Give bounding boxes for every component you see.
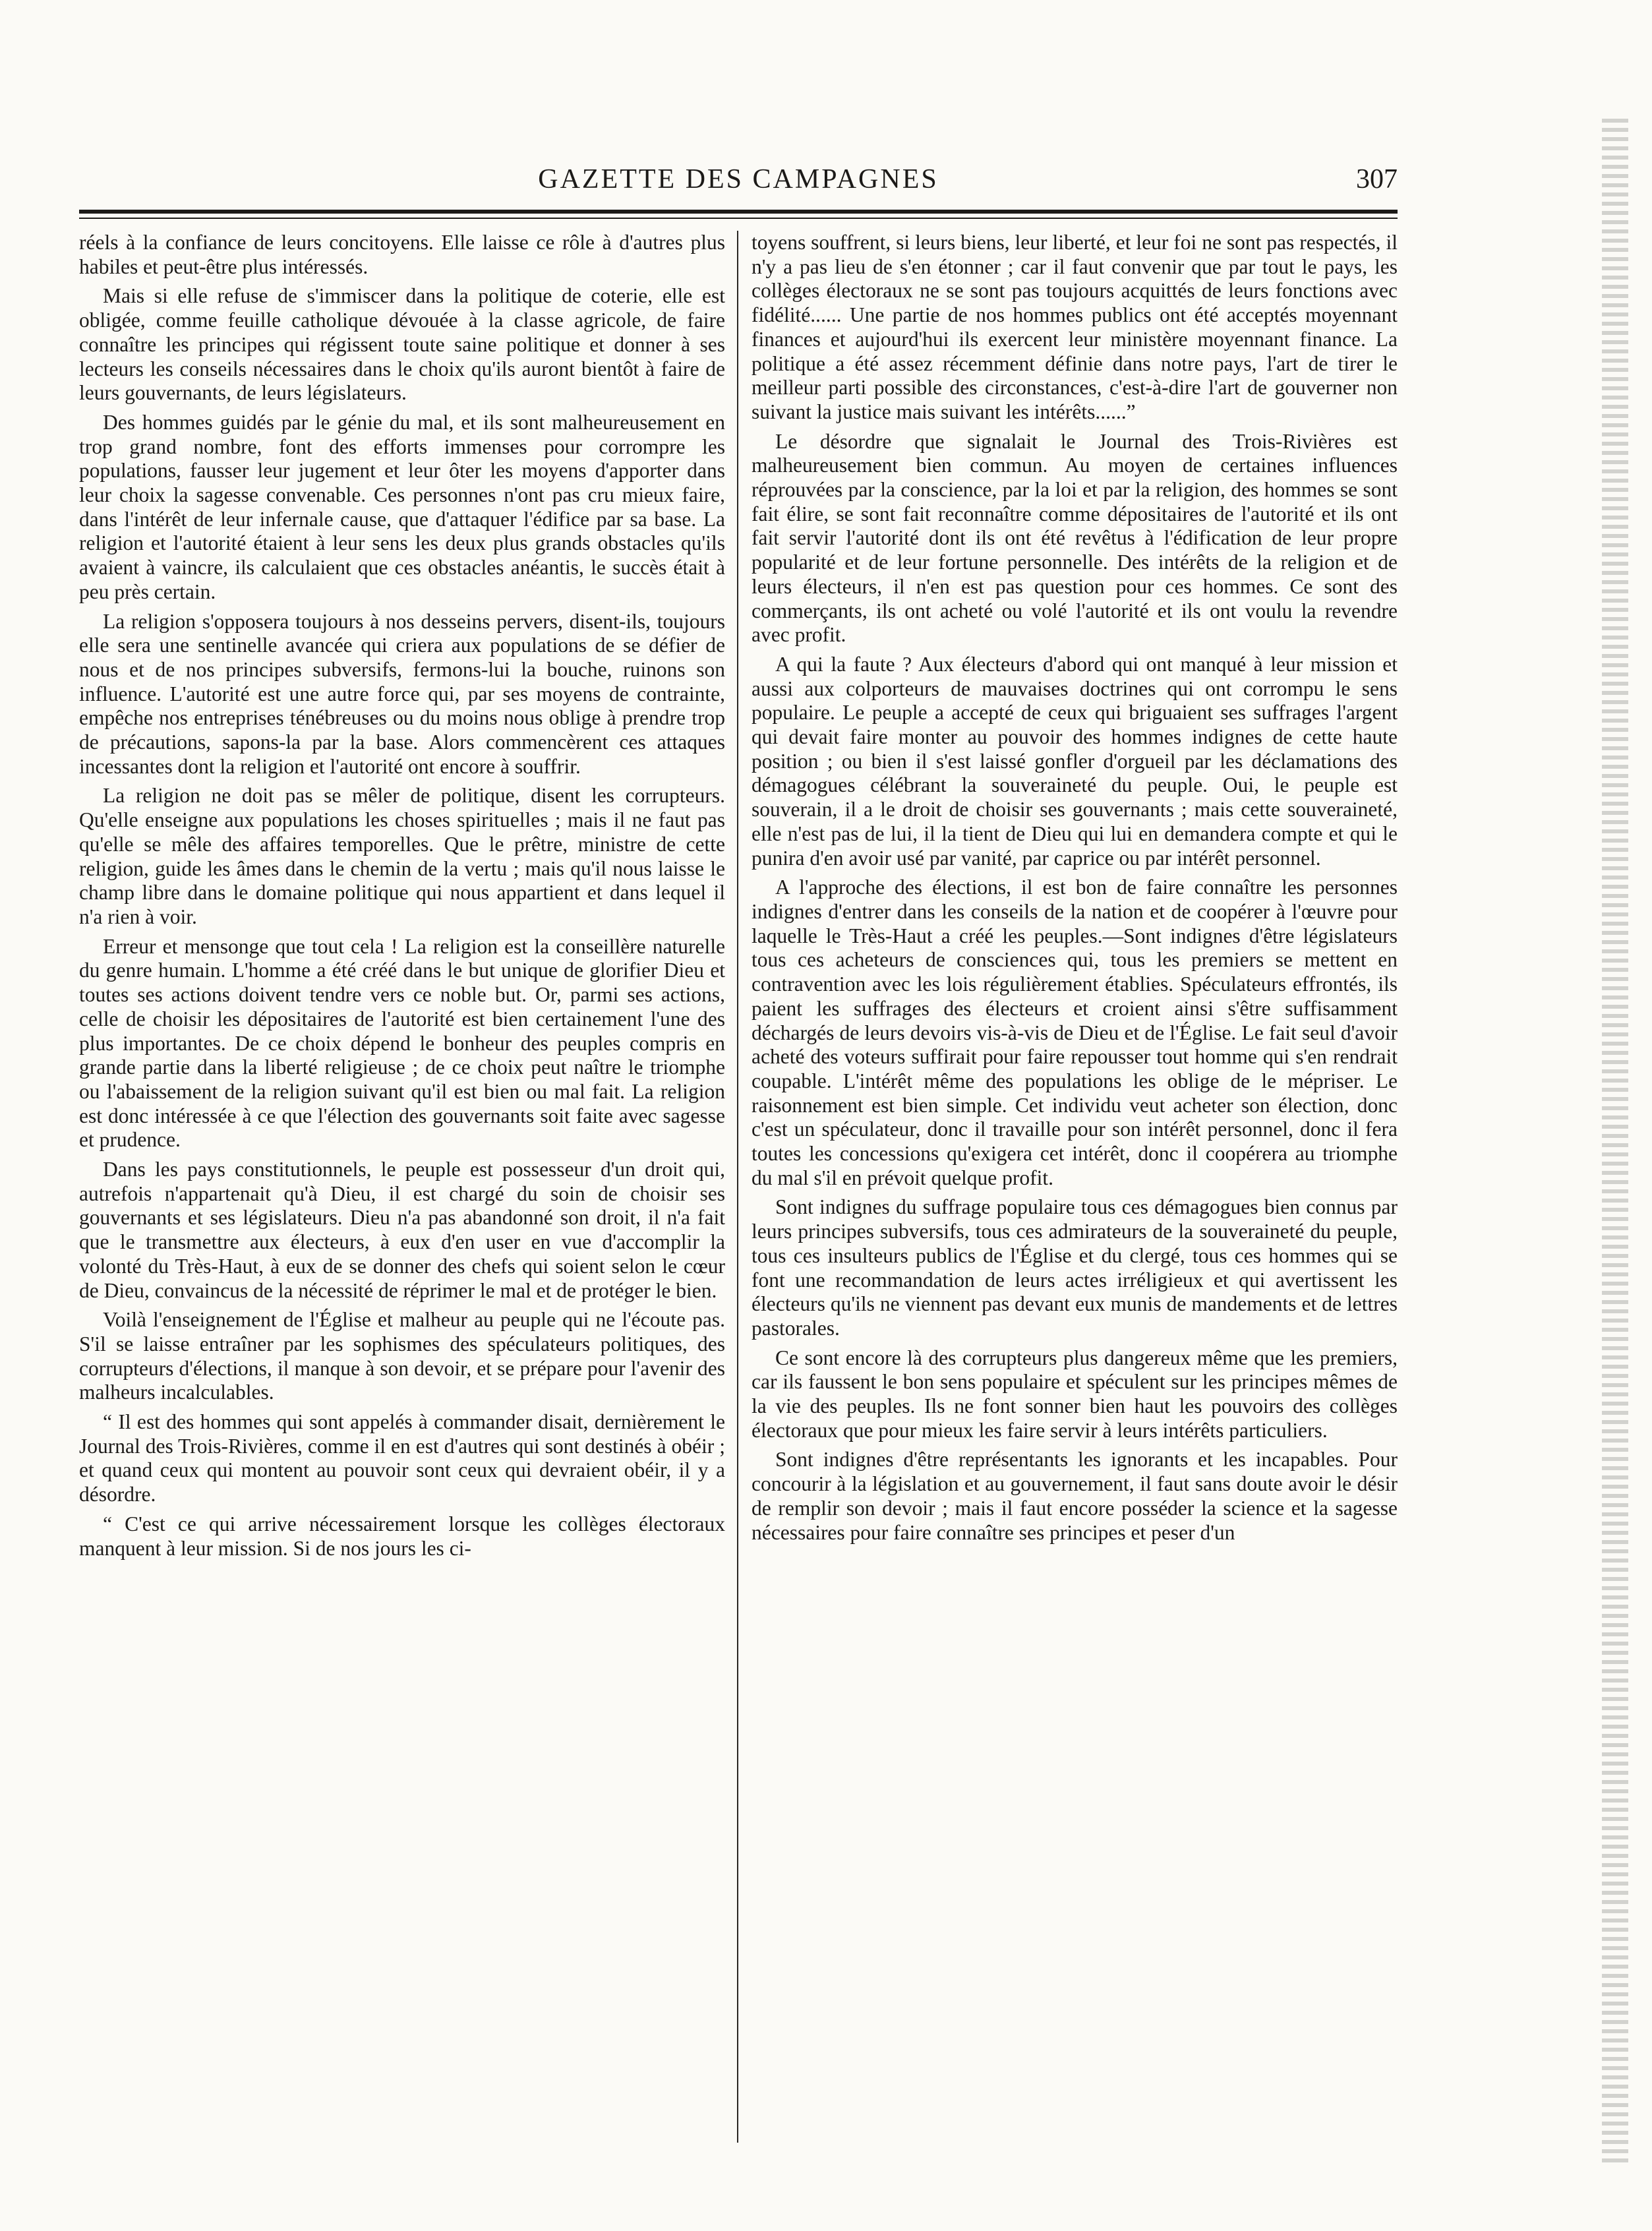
paragraph: Voilà l'enseignement de l'Église et malheur au peuple qui ne l'écoute pas. S'il se laisse entraîner par les sophismes des spéculateurs politiques, des corrupteurs d'élections, il manque à son devoir, et se prépare pour l'avenir des malheurs incalculables. xyxy=(79,1308,725,1404)
paragraph: Sont indignes du suffrage populaire tous ces démagogues bien connus par leurs principes subversifs, tous ces admirateurs de la souveraineté du peuple, tous ces insulteurs publics de l'Église et du clergé, tous ces hommes qui se font une recommandation de leurs actes irréligieux et qui avertissent les électeurs qu'ils ne viennent pas devant eux munis de mandements et de lettres pastorales. xyxy=(752,1195,1398,1340)
paragraph: “ C'est ce qui arrive nécessairement lorsque les collèges électoraux manquent à leur mission. Si de nos jours les ci- xyxy=(79,1512,725,1560)
paragraph: Ce sont encore là des corrupteurs plus dangereux même que les premiers, car ils faussent le bon sens populaire et spéculent sur les principes mêmes de la vie des peuples. Ils ne font sonner bien haut les pouvoirs des collèges électoraux que pour mieux les faire servir à leurs intérêts particuliers. xyxy=(752,1346,1398,1442)
paragraph: La religion s'opposera toujours à nos desseins pervers, disent-ils, toujours elle sera une sentinelle avancée qui criera aux populations de se défier de nous et de nos principes subversifs, fermons-lui la bouche, ruinons son influence. L'autorité est une autre force qui, par ses moyens de contrainte, empêche nos entreprises ténébreuses ou du moins nous oblige à prendre trop de précautions, sapons-la par la base. Alors commencèrent ces attaques incessantes dont la religion et l'autorité ont encore à souffrir. xyxy=(79,609,725,778)
paragraph: toyens souffrent, si leurs biens, leur liberté, et leur foi ne sont pas respectés, il n'y a pas lieu de s'en étonner ; car il faut convenir que par tout le pays, les collèges électoraux ne se sont pas toujours acquittés de leurs fonctions avec fidélité...... Une partie de nos hommes publics ont été acceptés moyennant finances et aujourd'hui ils exercent leur ministère moyennant finance. La politique a été assez récemment définie dans notre pays, l'art de tirer le meilleur parti possible des circonstances, c'est-à-dire l'art de gouverner non suivant la justice mais suivant les intérêts......” xyxy=(752,231,1398,423)
paragraph: Erreur et mensonge que tout cela ! La religion est la conseillère naturelle du genre humain. L'homme a été créé dans le but unique de glorifier Dieu et toutes ses actions doivent tendre vers ce noble but. Or, parmi ses actions, celle de choisir les dépositaires de l'autorité est bien certainement l'une des plus importantes. De ce choix dépend le bonheur des peuples compris en grande partie dans la liberté religieuse ; de ce choix peut naître le triomphe ou l'abaissement de la religion suivant qu'il est bien ou mal fait. La religion est donc intéressée à ce que l'élection des gouvernants soit faite avec sagesse et prudence. xyxy=(79,934,725,1152)
paragraph: Dans les pays constitutionnels, le peuple est possesseur d'un droit qui, autrefois n'appartenait qu'à Dieu, il est chargé du soin de choisir ses gouvernants et ses législateurs. Dieu n'a pas abandonné son droit, il n'a fait que le transmettre aux électeurs, à eux d'en user en vue d'accomplir la volonté du Très-Haut, à eux de se donner des chefs qui soient selon le cœur de Dieu, convaincus de la nécessité de réprimer le mal et de protéger le bien. xyxy=(79,1158,725,1302)
column-divider xyxy=(737,231,738,2143)
newspaper-title: GAZETTE DES CAMPAGNES xyxy=(538,164,939,194)
paragraph: Des hommes guidés par le génie du mal, et ils sont malheureusement en trop grand nombre, font des efforts immenses pour corrompre les populations, fausser leur jugement et leur ôter les moyens d'apporter dans leur choix la sagesse convenable. Ces personnes n'ont pas cru mieux faire, dans l'intérêt de leur infernale cause, que d'attaquer l'édifice par sa base. La religion et l'autorité étaient à leur sens les deux plus grands obstacles qu'ils avaient à vaincre, ils calculaient que ces obstacles anéantis, le succès était à peu près certain. xyxy=(79,410,725,603)
paragraph: “ Il est des hommes qui sont appelés à commander disait, dernièrement le Journal des Trois-Rivières, comme il en est d'autres qui sont destinés à obéir ; et quand ceux qui montent au pouvoir sont ceux qui devraient obéir, il y a désordre. xyxy=(79,1410,725,1506)
header-rule xyxy=(79,210,1398,214)
scan-margin-bleed xyxy=(1602,119,1628,2162)
paragraph: La religion ne doit pas se mêler de politique, disent les corrupteurs. Qu'elle enseigne aux populations les choses spirituelles ; mais il ne faut pas qu'elle se mêle des affaires temporelles. Que le prêtre, ministre de cette religion, guide les âmes dans le chemin de la vertu ; mais qu'il nous laisse le champ libre dans le domaine politique qui nous appartient et dans lequel il n'a rien à voir. xyxy=(79,784,725,928)
paragraph: A qui la faute ? Aux électeurs d'abord qui ont manqué à leur mission et aussi aux colporteurs de mauvaises doctrines qui ont corrompu le sens populaire. Le peuple a accepté de ceux qui briguaient ses suffrages l'argent qui devait faire monter au pouvoir des hommes indignes de cette haute position ; ou bien il s'est laissé gonfler d'orgueil par les déclamations des démagogues célébrant la souveraineté du peuple. Oui, le peuple est souverain, il a le droit de choisir ses gouvernants ; mais cette souveraineté, elle n'est pas de lui, il la tient de Dieu qui lui en demandera compte et qui le punira d'en avoir usé par vanité, par caprice ou par intérêt personnel. xyxy=(752,652,1398,870)
page-header xyxy=(79,164,1398,203)
header-rule-thin xyxy=(79,218,1398,219)
right-column xyxy=(752,231,1398,1550)
paragraph: Mais si elle refuse de s'immiscer dans la politique de coterie, elle est obligée, comme feuille catholique dévouée à la classe agricole, de faire connaître les principes qui régissent toute saine politique et donner à ses lecteurs les conseils nécessaires dans le choix qu'ils auront bientôt à faire de leurs gouvernants, de leurs législateurs. xyxy=(79,284,725,405)
paragraph: réels à la confiance de leurs concitoyens. Elle laisse ce rôle à d'autres plus habiles et peut-être plus intéressés. xyxy=(79,231,725,278)
left-column xyxy=(79,231,725,1566)
paragraph: Le désordre que signalait le Journal des Trois-Rivières est malheureusement bien commun. Au moyen de certaines influences réprouvées par la conscience, par la loi et par la religion, des hommes se sont fait élire, se sont fait reconnaître comme dépositaires de l'autorité et ils ont fait servir l'autorité dont ils ont été revêtus à l'édification de leur propre popularité et de leur fortune personnelle. Des intérêts de la religion et de leurs électeurs, il n'en est pas question pour ces hommes. Ce sont des commerçants, ils ont acheté ou volé l'autorité et ils ont voulu la revendre avec profit. xyxy=(752,429,1398,647)
paragraph: Sont indignes d'être représentants les ignorants et les incapables. Pour concourir à la législation et au gouvernement, il faut sans doute avoir le désir de remplir son devoir ; mais il faut encore posséder la science et la sagesse nécessaires pour faire connaître ses principes et peser d'un xyxy=(752,1448,1398,1544)
page-number: 307 xyxy=(1356,164,1398,194)
paragraph: A l'approche des élections, il est bon de faire connaître les personnes indignes d'entrer dans les conseils de la nation et de coopérer à l'œuvre pour laquelle le Très-Haut a créé les peuples.—Sont indignes d'être législateurs tous ces acheteurs de consciences qui, tous les premiers se mettent en contravention avec les lois régulièrement établies. Spéculateurs effrontés, ils paient les suffrages des électeurs et croient ainsi s'être suffisamment déchargés de leurs devoirs vis-à-vis de Dieu et de l'Église. Le fait seul d'avoir acheté des voteurs suffirait pour faire repousser tout homme qui s'en rendrait coupable. L'intérêt même des populations les oblige de le mépriser. Le raisonnement est bien simple. Cet individu veut acheter son élection, donc c'est un spéculateur, donc il travaille pour son intérêt personnel, donc il fera toutes les concessions qu'exigera cet intérêt, donc il coopérera au triomphe du mal s'il en prévoit quelque profit. xyxy=(752,876,1398,1189)
